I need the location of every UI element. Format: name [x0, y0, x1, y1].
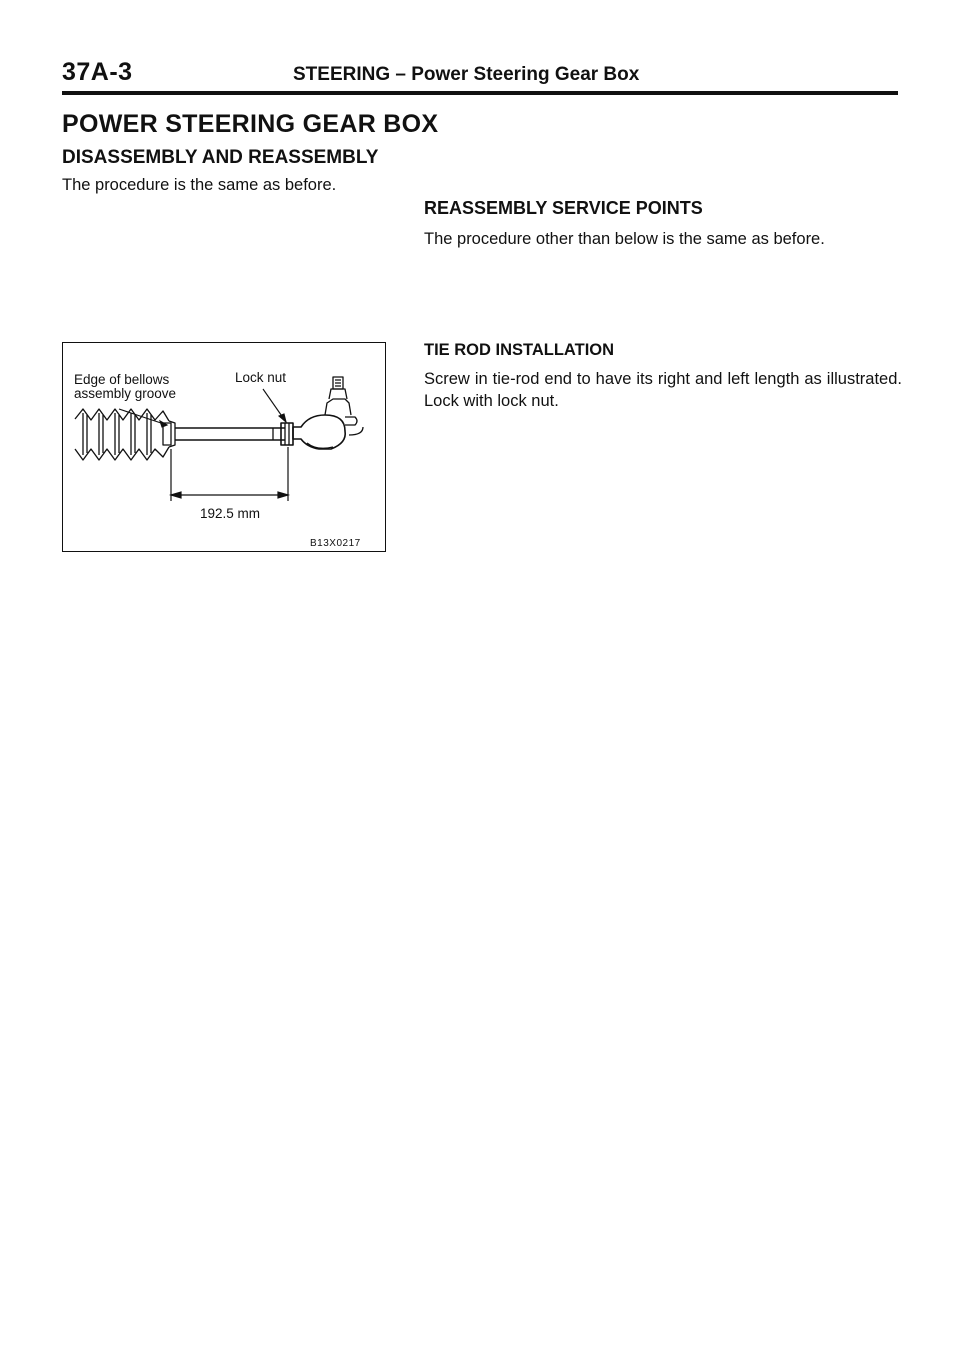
bellows-folds	[83, 413, 151, 455]
reassembly-heading: REASSEMBLY SERVICE POINTS	[424, 198, 703, 218]
label-edge-of-bellows: Edge of bellows	[74, 372, 170, 387]
disassembly-heading: DISASSEMBLY AND REASSEMBLY	[62, 147, 379, 168]
figure-code: B13X0217	[310, 538, 361, 549]
lock-nut	[281, 423, 293, 445]
bellows-neck	[169, 421, 175, 447]
ball-stud	[325, 399, 351, 415]
page-number: 37A-3	[62, 58, 133, 86]
reassembly-text: The procedure other than below is the same as before.	[424, 230, 825, 248]
label-assembly-groove: assembly groove	[74, 386, 177, 401]
running-head: STEERING – Power Steering Gear Box	[293, 64, 640, 85]
header-rule	[62, 91, 898, 95]
bellows-bottom-edge	[75, 447, 169, 460]
dimension-label: 192.5 mm	[200, 506, 261, 521]
edge-leader-line	[119, 409, 167, 425]
label-lock-nut: Lock nut	[235, 370, 287, 385]
disassembly-text: The procedure is the same as before.	[62, 176, 337, 194]
tie-rod-heading: TIE ROD INSTALLATION	[424, 341, 615, 359]
tie-rod-end-housing	[293, 415, 345, 449]
tie-rod-text: Screw in tie-rod end to have its right and left length as illustrated. Lock with lock nut.	[424, 370, 902, 410]
tie-rod-shaft	[175, 428, 285, 440]
bellows-top-edge	[75, 409, 169, 421]
page-title: POWER STEERING GEAR BOX	[62, 110, 439, 138]
tie-rod-figure	[62, 342, 386, 552]
